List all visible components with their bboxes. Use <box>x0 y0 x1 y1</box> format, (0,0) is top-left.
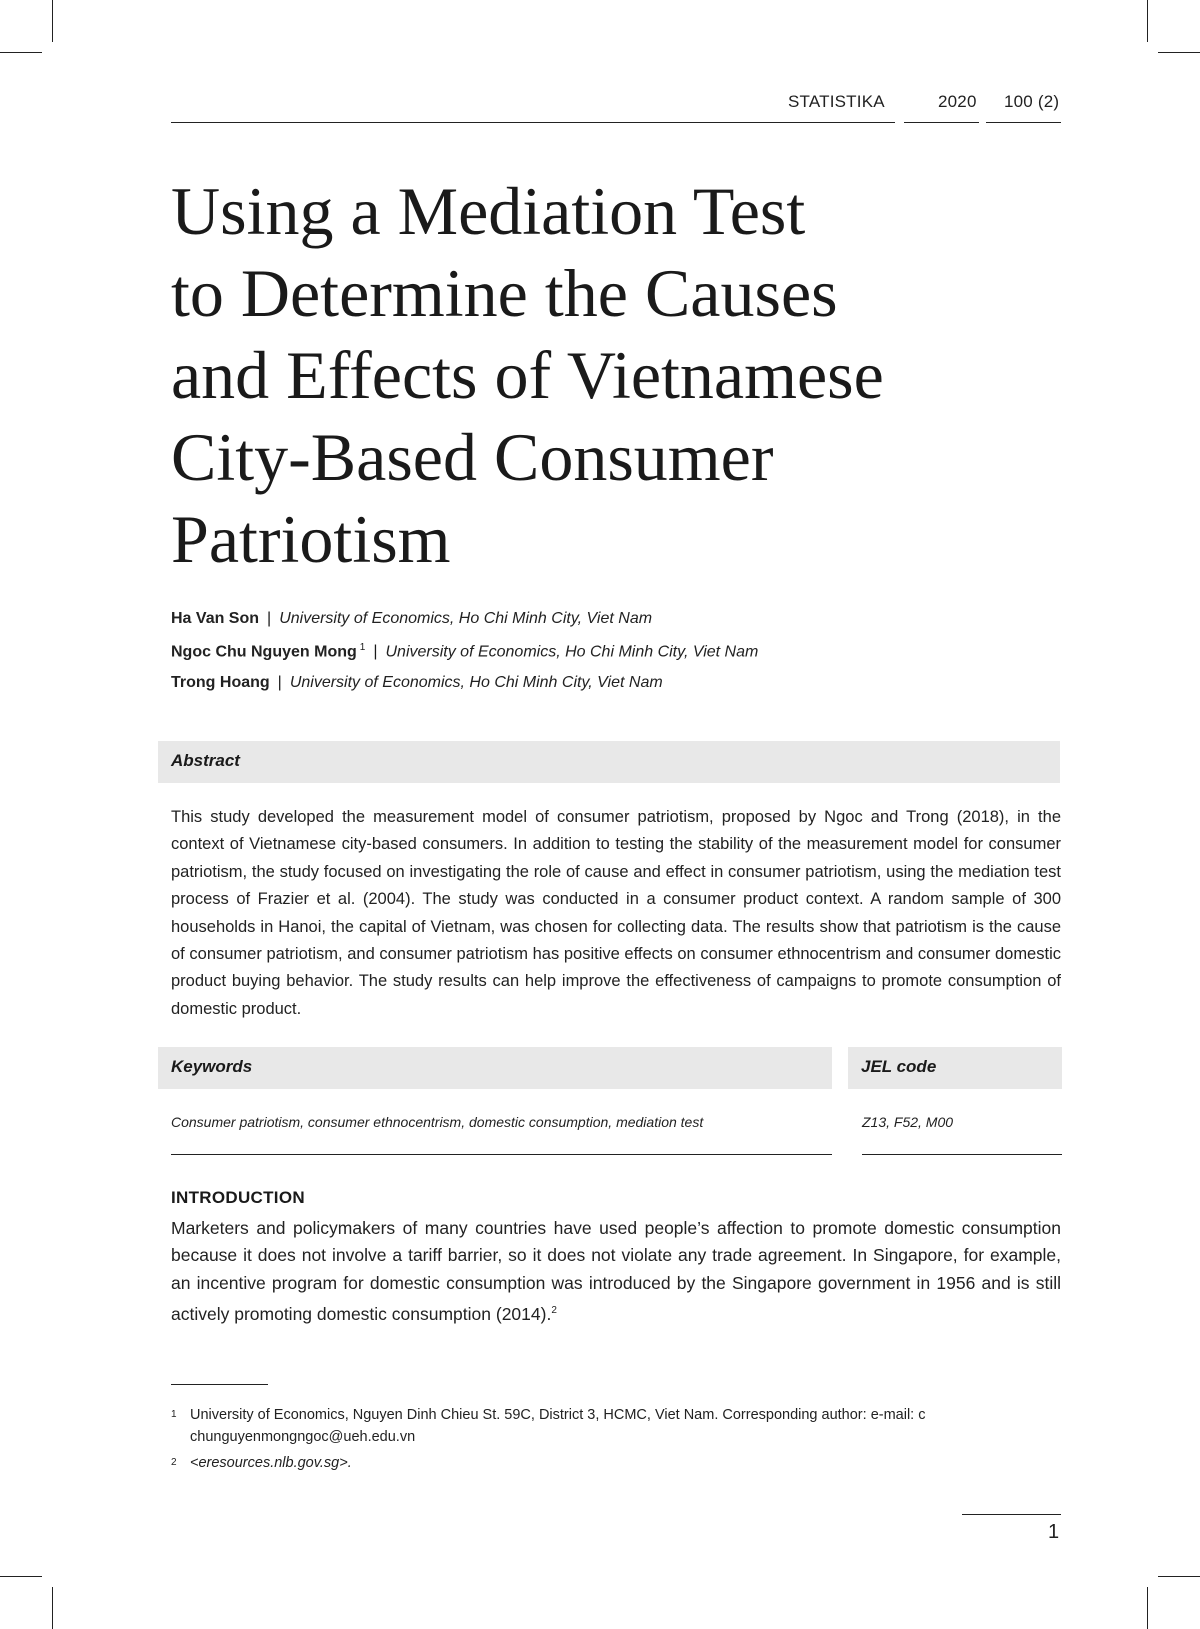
footnote-text: <eresources.nlb.gov.sg>. <box>190 1455 352 1471</box>
journal-volume: 100 (2) <box>1004 92 1060 111</box>
page-number: 1 <box>1048 1521 1060 1543</box>
crop-mark <box>1158 1576 1200 1577</box>
page-number-rule <box>962 1514 1061 1515</box>
footnote-text: University of Economics, Nguyen Dinh Chieu St. 59C, District 3, HCMC, Viet Nam. Corresponding author: e-mail: c chunguyenmongngoc@ueh.edu.vn <box>190 1407 926 1445</box>
title-line: Patriotism <box>171 501 451 577</box>
section-heading: INTRODUCTION <box>171 1188 305 1207</box>
footnote-number: 1 <box>171 1409 177 1420</box>
crop-mark <box>0 52 42 53</box>
abstract-text: This study developed the measurement model of consumer patriotism, proposed by Ngoc and Trong (2018), in the context of Vietnamese city-based consumers. In addition to testing the stability of the measurement model for consumer patriotism, the study focused on investigating the role of cause and effect in consumer patriotism, using the mediation test process of Frazier et al. (2004). The study was conducted in a consumer product context. A random sample of 300 households in Hanoi, the capital of Vietnam, was chosen for collecting data. The results show that patriotism is the cause of consumer patriotism, and consumer patriotism has positive effects on consumer ethnocentrism and consumer domestic product buying behavior. The study results can help improve the effectiveness of campaigns to promote consumption of domestic product. <box>171 808 1061 1018</box>
keywords-heading: Keywords <box>158 1047 832 1089</box>
author-entry <box>171 674 1051 706</box>
introduction-paragraph: Marketers and policymakers of many countries have used people’s affection to promote domestic consumption because it does not involve a tariff barrier, so it does not violate any trade agreement. In Singapore, for example, an incentive program for domestic consumption was introduced by the Singapore government in 1956 and is still actively promoting domestic consumption (2014). <box>171 1218 1061 1325</box>
crop-mark <box>1147 1587 1148 1629</box>
author-entry <box>171 610 1051 642</box>
running-header <box>171 92 1061 124</box>
introduction-text <box>171 1215 1061 1328</box>
crop-mark <box>52 1587 53 1629</box>
title-line: Using a Mediation Test <box>171 173 806 249</box>
footnote-number: 2 <box>171 1457 177 1468</box>
header-rule <box>986 122 1061 123</box>
author-affiliation: University of Economics, Ho Chi Minh City, Viet Nam <box>289 674 663 691</box>
header-rule <box>904 122 979 123</box>
author-footnote-mark: 1 <box>359 642 366 653</box>
jel-heading: JEL code <box>848 1047 1062 1089</box>
crop-mark <box>1158 52 1200 53</box>
title-line: City-Based Consumer <box>171 419 774 495</box>
header-rule <box>171 122 895 123</box>
author-entry <box>171 642 1051 674</box>
paper-title <box>171 170 1051 580</box>
footnote <box>171 1452 1061 1474</box>
title-line: and Effects of Vietnamese <box>171 337 884 413</box>
author-name: Ngoc Chu Nguyen Mong <box>171 643 357 661</box>
jel-text: Z13, F52, M00 <box>862 1114 954 1130</box>
journal-name: STATISTIKA <box>788 92 885 111</box>
author-separator: | <box>277 674 282 691</box>
abstract-heading: Abstract <box>158 741 1060 783</box>
author-list <box>171 610 1051 706</box>
footnote-reference: 2 <box>551 1305 557 1317</box>
footnote-rule <box>171 1384 268 1385</box>
crop-mark <box>0 1576 42 1577</box>
author-affiliation: University of Economics, Ho Chi Minh City, Viet Nam <box>385 643 759 661</box>
footnote <box>171 1404 1061 1448</box>
journal-year: 2020 <box>938 92 977 111</box>
author-separator: | <box>267 610 272 627</box>
author-affiliation: University of Economics, Ho Chi Minh City, Viet Nam <box>279 610 653 627</box>
crop-mark <box>1147 0 1148 42</box>
crop-mark <box>52 0 53 42</box>
keywords-text: Consumer patriotism, consumer ethnocentrism, domestic consumption, mediation test <box>171 1114 704 1130</box>
author-name: Trong Hoang <box>171 674 270 691</box>
author-separator: | <box>373 643 378 661</box>
title-line: to Determine the Causes <box>171 255 838 331</box>
jel-rule <box>862 1154 1062 1155</box>
author-name: Ha Van Son <box>171 610 260 627</box>
keywords-rule <box>171 1154 832 1155</box>
